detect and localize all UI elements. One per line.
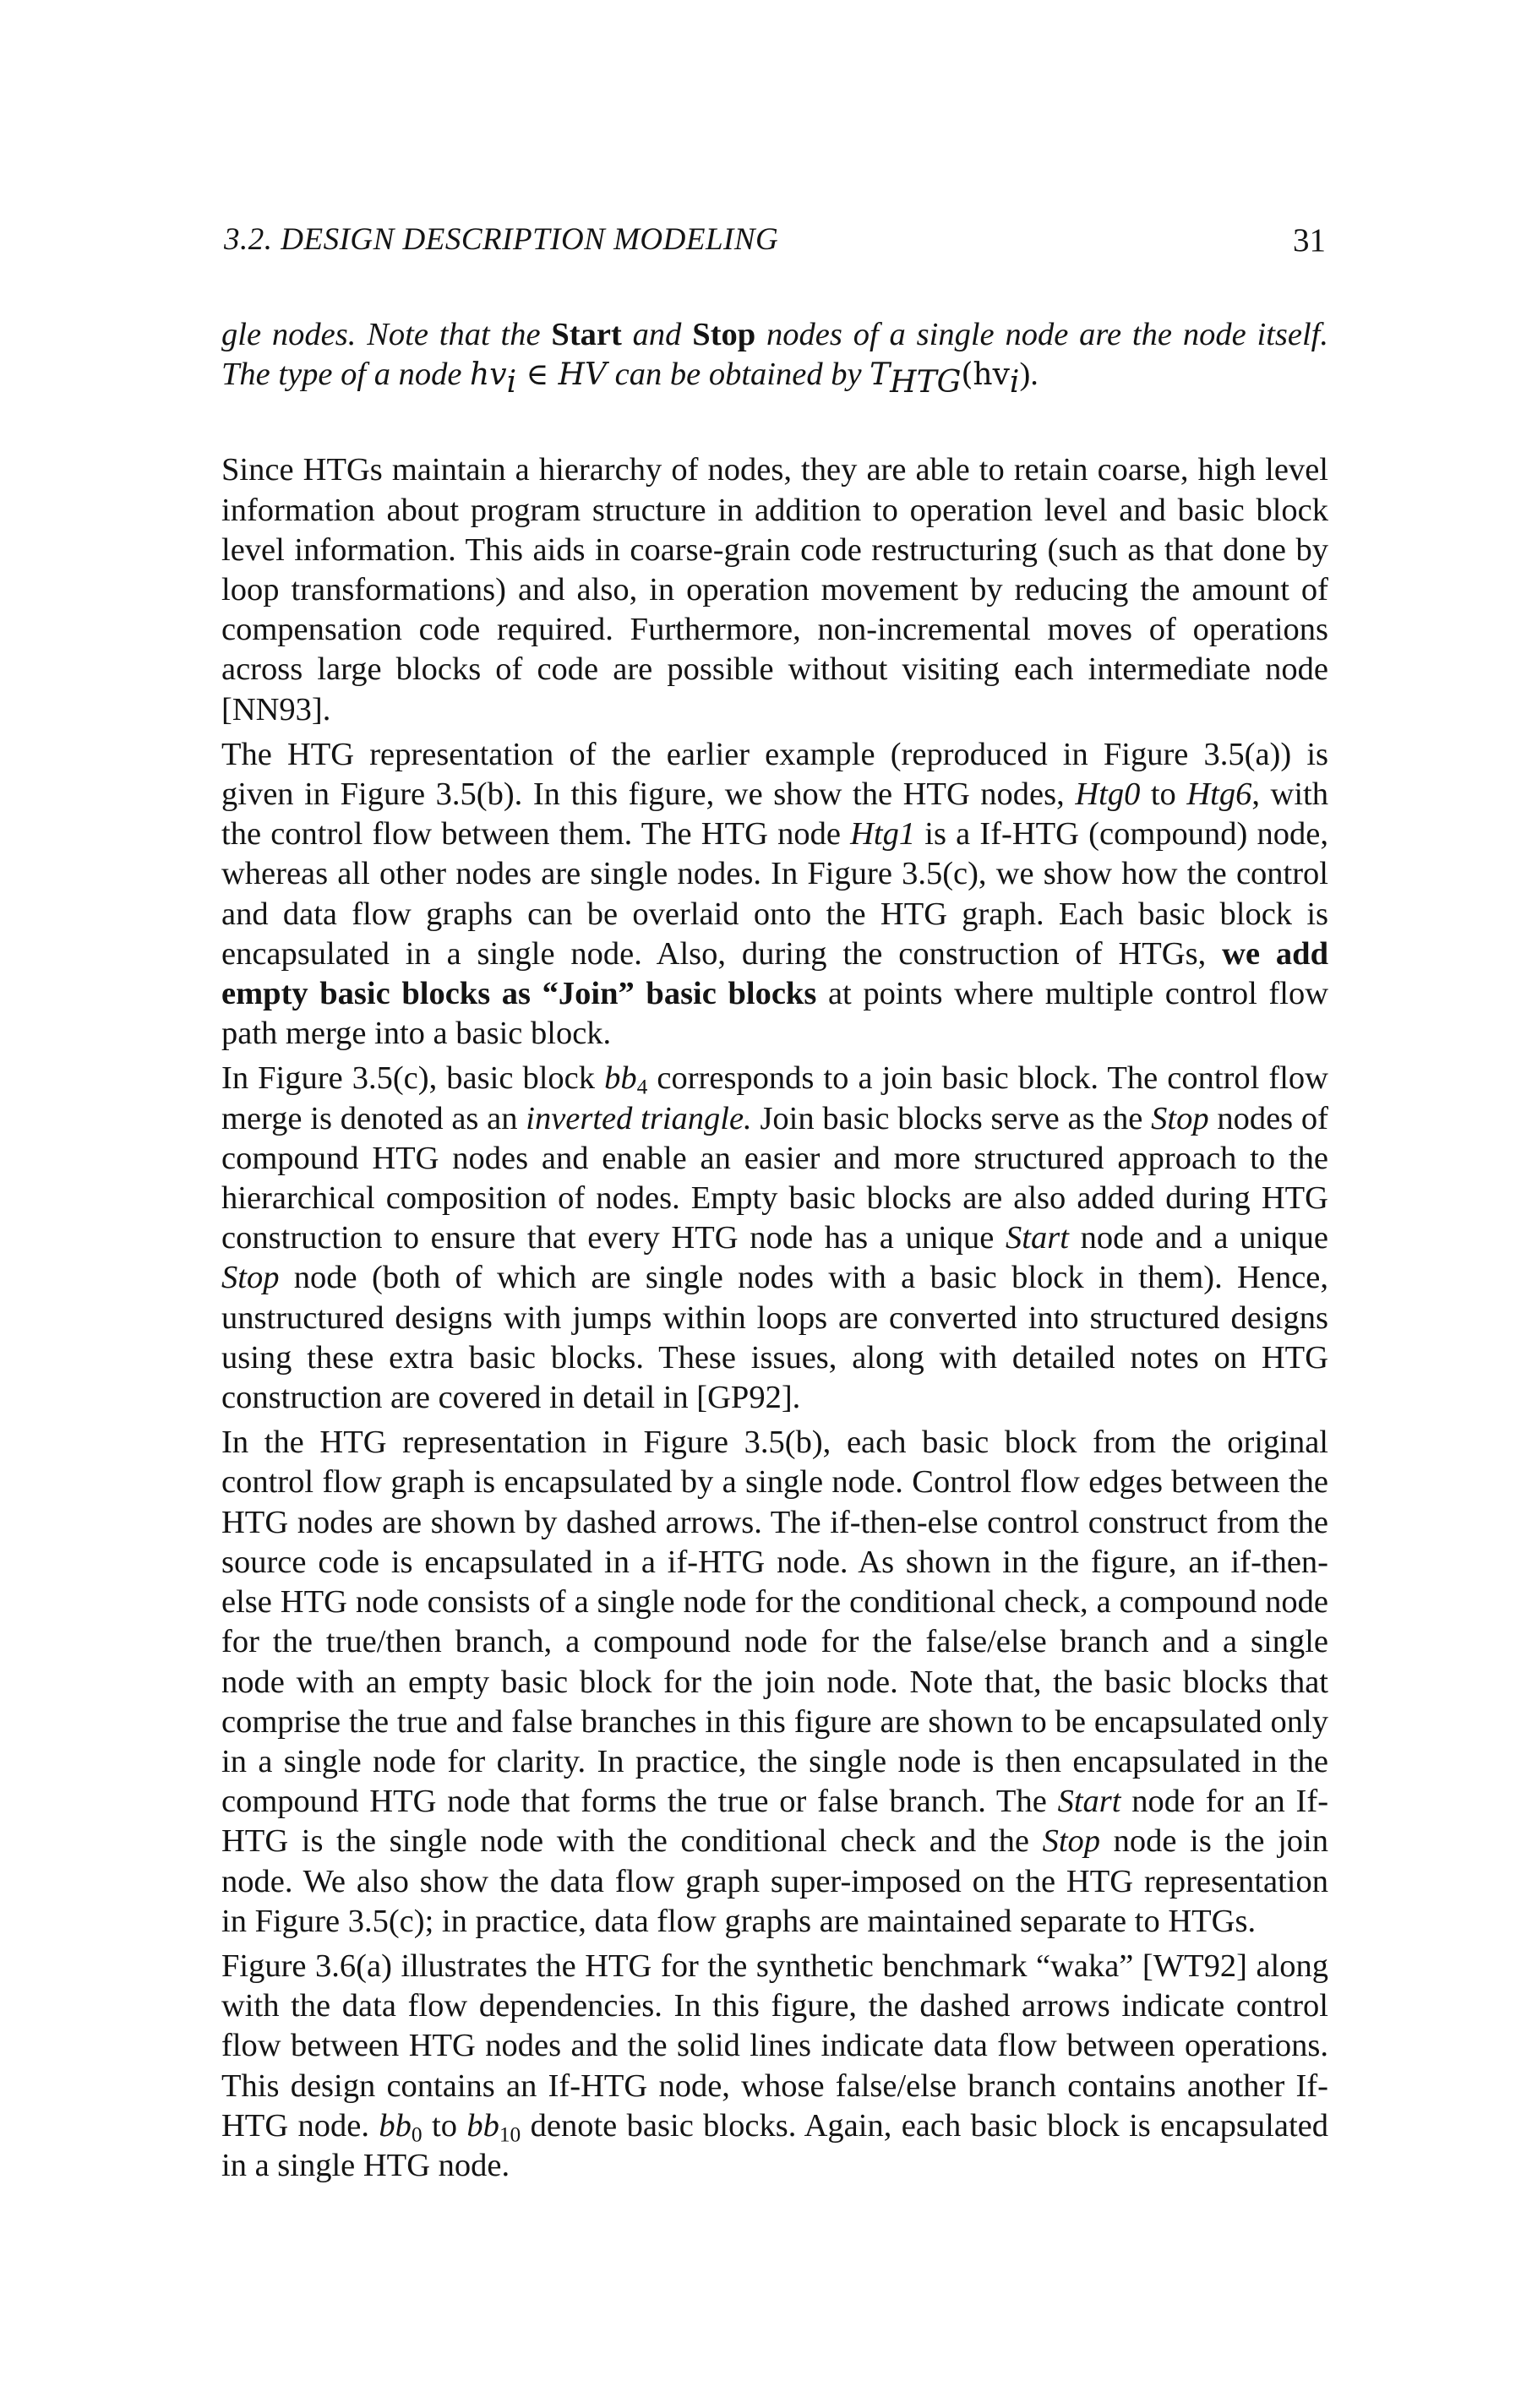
p3-ital-triangle: inverted triangle. bbox=[526, 1100, 752, 1136]
paragraph-2 bbox=[221, 735, 1328, 1054]
p3-ital-stop: Stop bbox=[1151, 1100, 1209, 1136]
p2-text-c: , with the control flow between them. The HTG node bbox=[221, 776, 1328, 853]
p3-text-c: Join basic blocks serve as the bbox=[751, 1100, 1152, 1136]
p5-bb10-sub: 10 bbox=[499, 2122, 521, 2147]
p4-ital-start: Start bbox=[1057, 1784, 1121, 1820]
running-head: 3.2. DESIGN DESCRIPTION MODELING bbox=[224, 222, 779, 257]
def-math-arg-sub: i bbox=[1009, 365, 1020, 400]
p4-text-c: node is the join node. We also show the data flow graph super-imposed on the HTG representation in Figure 3.5(c); in practice, data flow graphs are maintained separate to HTGs. bbox=[221, 1823, 1328, 1939]
p4-ital-stop: Stop bbox=[1042, 1823, 1101, 1860]
def-math-arg: (hv bbox=[961, 357, 1010, 393]
def-text-2: and bbox=[621, 317, 693, 352]
def-text-1: gle nodes. Note that the bbox=[221, 317, 552, 352]
p2-htg1: Htg bbox=[850, 816, 899, 853]
p2-text-d: is a If-HTG (compound) node, whereas all other nodes are single nodes. In Figure 3.5(c), we show how the control and data flow graphs can be overlaid onto the HTG graph. Each basic block is encapsulated in a single node. Also, during the construction of HTGs, bbox=[221, 816, 1328, 972]
p3-text-e: node and a unique bbox=[1068, 1220, 1328, 1256]
body-text bbox=[221, 315, 1328, 2186]
p3-bb-sub: 4 bbox=[636, 1075, 648, 1099]
def-math-in-hv: ∈ HV bbox=[516, 357, 608, 393]
p3-text-b: corresponds to a join basic block. The control flow merge is denoted as an bbox=[221, 1060, 1328, 1136]
def-math-t: T bbox=[870, 357, 891, 393]
p5-bb0: bb bbox=[379, 2107, 412, 2144]
p5-text-b: to bbox=[422, 2107, 467, 2144]
def-math-close: ). bbox=[1019, 357, 1039, 393]
p5-text-a: Figure 3.6(a) illustrates the HTG for the synthetic benchmark “waka” [WT92] along with the data flow dependencies. In this figure, the dashed arrows indicate control flow between HTG nodes and the solid lines indicate data flow between operations. This design contains an If-HTG node, whose false/else branch contains another If-HTG node. bbox=[221, 1948, 1328, 2144]
def-text-4: can be obtained by bbox=[607, 357, 870, 393]
p5-text-c: denote basic blocks. Again, each basic block is encapsulated in a single HTG node. bbox=[221, 2107, 1328, 2183]
p3-ital-start: Start bbox=[1006, 1220, 1069, 1256]
p3-text-a: In Figure 3.5(c), basic block bbox=[221, 1060, 605, 1097]
p2-htg0-num: 0 bbox=[1124, 776, 1141, 813]
p2-htg0: Htg bbox=[1075, 776, 1125, 813]
def-math-hv: hv bbox=[470, 357, 507, 393]
p3-bb: bb bbox=[604, 1060, 637, 1097]
paragraph-3 bbox=[221, 1059, 1328, 1418]
page-number: 31 bbox=[1293, 222, 1326, 259]
def-stop: Stop bbox=[692, 317, 756, 352]
p3-ital-stop-2: Stop bbox=[221, 1260, 280, 1296]
def-start: Start bbox=[551, 317, 622, 352]
p2-text-a: The HTG representation of the earlier example (reproduced in Figure 3.5(a)) is given in Figure 3.5(b). In this figure, we show the HTG nodes, bbox=[221, 736, 1328, 813]
p2-text-b: to bbox=[1140, 776, 1187, 813]
p2-bold-join: we add empty basic blocks as “Join” basic blocks bbox=[221, 935, 1329, 1012]
paragraph-4 bbox=[221, 1423, 1328, 1942]
paragraph-1: Since HTGs maintain a hierarchy of nodes, they are able to retain coarse, high level information about program structure in addition to operation level and basic block level information. This aids in coarse-grain code restructuring (such as that done by loop transformations) and also, in operation movement by reducing the amount of compensation code required. Furthermore, non-incremental moves of operations across large blocks of code are possible without visiting each intermediate node [NN93]. bbox=[221, 452, 1328, 727]
p5-bb0-sub: 0 bbox=[411, 2122, 422, 2147]
p2-htg1-num: 1 bbox=[898, 816, 916, 853]
p3-text-f: node (both of which are single nodes with a basic block in them). Hence, unstructured designs with jumps within loops are converted into structured designs using these extra basic blocks. These issues, along with detailed notes on HTG construction are covered in detail in [GP92]. bbox=[221, 1260, 1328, 1416]
p5-bb10: bb bbox=[466, 2107, 499, 2144]
def-math-hv-sub: i bbox=[506, 365, 517, 400]
def-math-t-sub: HTG bbox=[890, 365, 962, 400]
p4-text-b: node for an If-HTG is the single node with the conditional check and the bbox=[221, 1784, 1329, 1860]
definition-tail bbox=[221, 315, 1328, 400]
p3-text-d: nodes of compound HTG nodes and enable an easier and more structured approach to the hierarchical composition of nodes. Empty basic blocks are also added during HTG construction to ensure that every HTG node has a unique bbox=[221, 1100, 1328, 1256]
p4-text-a: In the HTG representation in Figure 3.5(b), each basic block from the original control flow graph is encapsulated by a single node. Control flow edges between the HTG nodes are shown by dashed arrows. The if-then-else control construct from the source code is encapsulated in a if-HTG node. As shown in the figure, an if-then-else HTG node consists of a single node for the conditional check, a compound node for the true/then branch, a compound node for the false/else branch and a single node with an empty basic block for the join node. Note that, the basic blocks that comprise the true and false branches in this figure are shown to be encapsulated only in a single node for clarity. In practice, the single node is then encapsulated in the compound HTG node that forms the true or false branch. The bbox=[221, 1425, 1328, 1820]
p2-htg6: Htg bbox=[1186, 776, 1236, 813]
p2-htg6-num: 6 bbox=[1235, 776, 1252, 813]
paragraph-5 bbox=[221, 1947, 1328, 2186]
p2-text-e: at points where multiple control flow path merge into a basic block. bbox=[221, 976, 1328, 1052]
def-text-3: nodes of a single node are the node itself. The type of a node bbox=[221, 317, 1328, 393]
